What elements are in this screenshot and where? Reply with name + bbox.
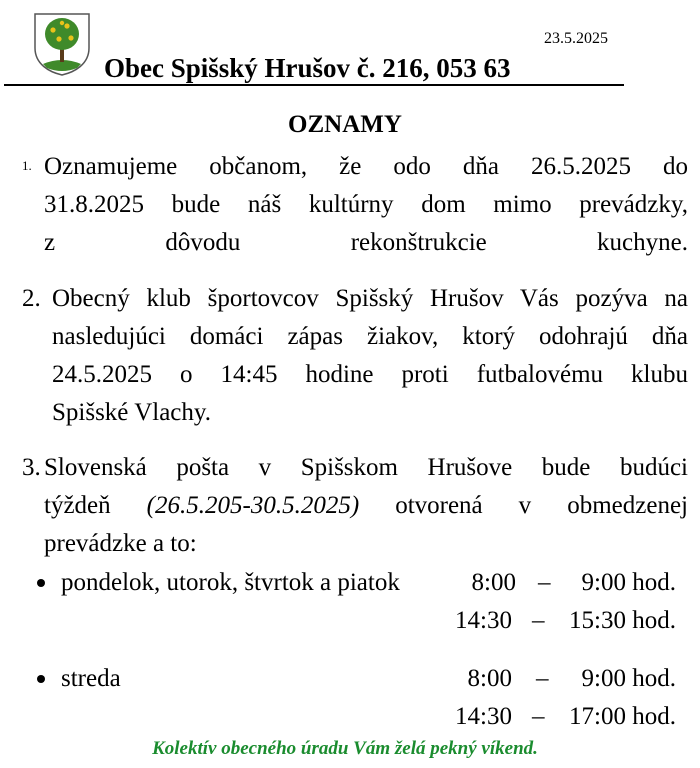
schedule-dash: – <box>532 607 545 634</box>
header-divider <box>4 84 624 86</box>
coat-of-arms-icon <box>33 12 91 76</box>
schedule-to: 9:00 hod. <box>581 569 676 596</box>
bullet-icon <box>37 579 45 587</box>
schedule-days: pondelok, utorok, štvrtok a piatok <box>61 569 400 596</box>
announcements-heading: OZNAMY <box>288 111 402 138</box>
schedule-from: 14:30 <box>455 607 512 634</box>
post-office-schedule <box>0 564 700 730</box>
schedule-days: streda <box>61 665 121 692</box>
item-line: Oznamujeme občanom, že odo dňa 26.5.2025 do <box>44 153 688 180</box>
item-line: prevádzke a to: <box>44 530 197 557</box>
item-line: 31.8.2025 bude náš kultúrny dom mimo prevádzky, <box>44 191 688 218</box>
date-range: (26.5.205-30.5.2025) <box>146 492 360 519</box>
schedule-from: 8:00 <box>467 665 512 692</box>
schedule-to: 9:00 hod. <box>581 665 676 692</box>
closing-greeting: Kolektív obecného úradu Vám želá pekný víkend. <box>152 738 538 759</box>
item-line: z dôvodu rekonštrukcie kuchyne. <box>44 229 688 256</box>
item-line: 24.5.2025 o 14:45 hodine proti futbalovému klubu <box>52 361 688 388</box>
item-line <box>44 487 688 525</box>
bullet-icon <box>37 675 45 683</box>
item-number: 1. <box>22 158 32 173</box>
schedule-dash: – <box>538 569 551 596</box>
schedule-to: 17:00 hod. <box>569 703 676 730</box>
item-number: 2. <box>22 285 41 312</box>
item-line: nasledujúci domáci zápas žiakov, ktorý odohrajú dňa <box>52 323 688 350</box>
schedule-dash: – <box>532 703 545 730</box>
item-line: Slovenská pošta v Spišskom Hrušove bude budúci <box>44 454 688 481</box>
announcement-item-1 <box>22 148 688 262</box>
announcement-item-2 <box>22 280 688 432</box>
item-text: otvorená v obmedzenej <box>395 492 688 519</box>
schedule-from: 14:30 <box>455 703 512 730</box>
item-number: 3. <box>22 454 41 481</box>
document-date: 23.5.2025 <box>544 30 608 47</box>
item-line: Obecný klub športovcov Spišský Hrušov Vás pozýva na <box>52 285 688 312</box>
item-line: Spišské Vlachy. <box>52 399 212 426</box>
item-text: týždeň <box>44 492 111 519</box>
schedule-dash: – <box>536 665 549 692</box>
schedule-from: 8:00 <box>471 569 516 596</box>
announcement-item-3 <box>22 449 688 563</box>
schedule-to: 15:30 hod. <box>569 607 676 634</box>
page-title: Obec Spišský Hrušov č. 216, 053 63 <box>104 53 511 83</box>
